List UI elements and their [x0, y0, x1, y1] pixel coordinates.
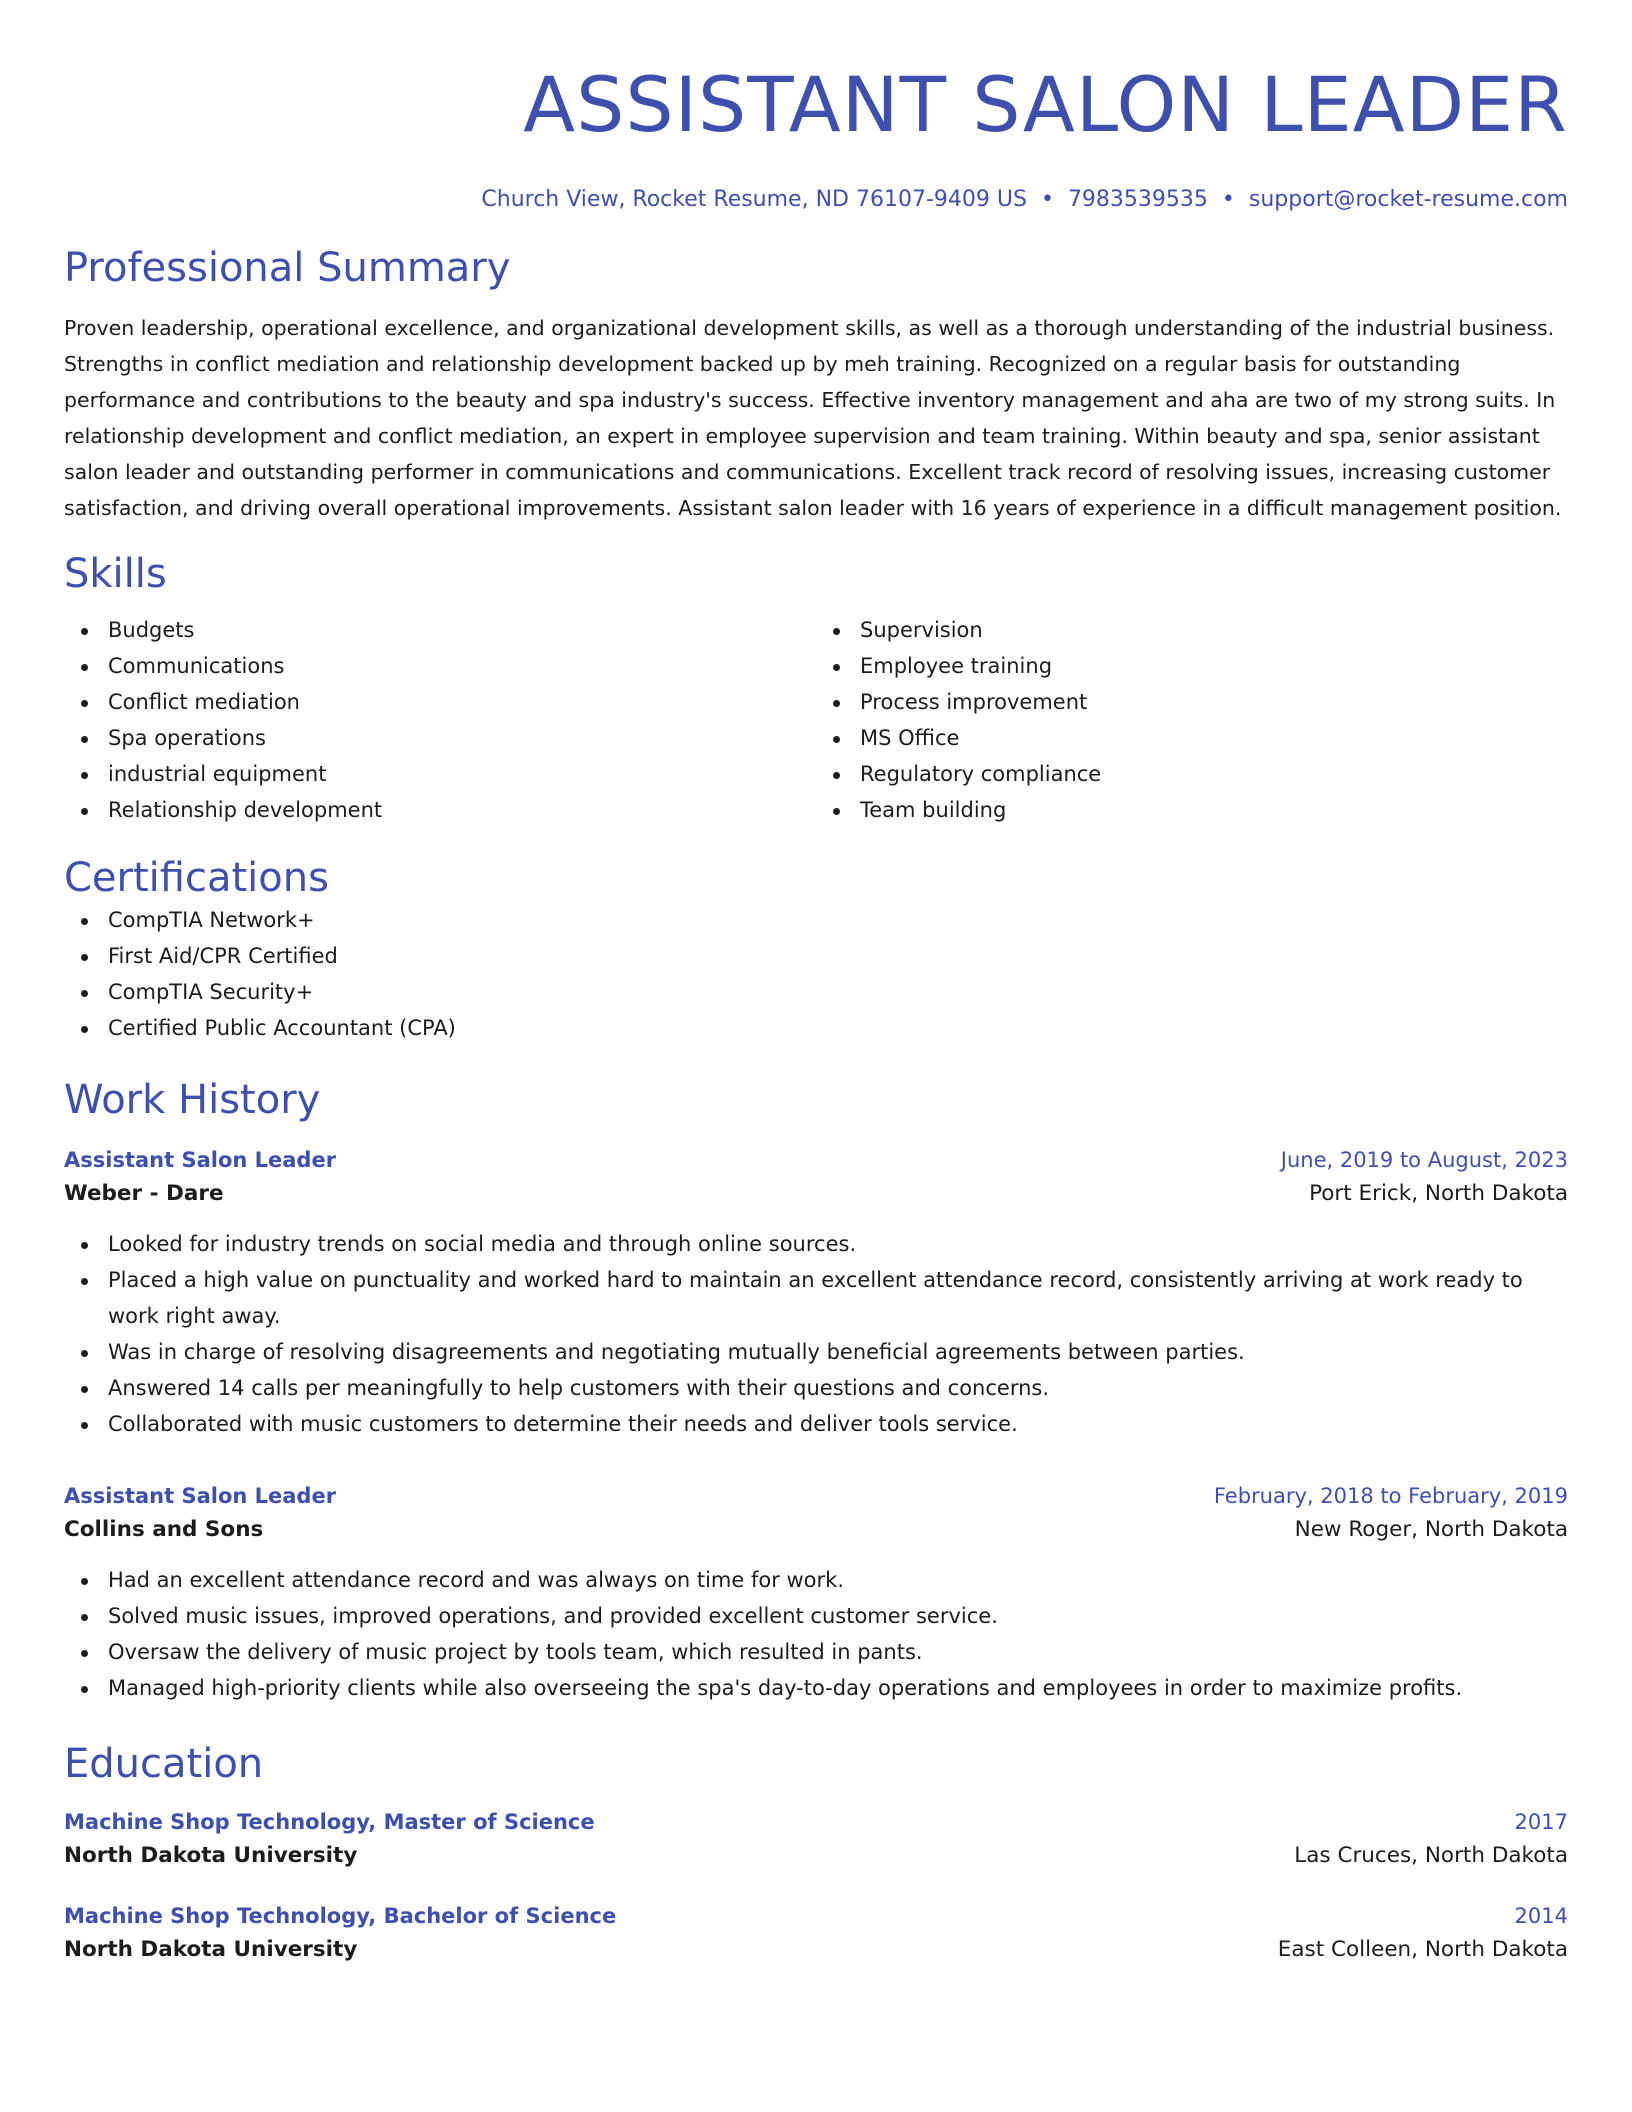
job-company-row	[64, 1176, 1568, 1212]
candidate-title: ASSISTANT SALON LEADER	[523, 60, 1568, 149]
job-bullet: Managed high-priority clients while also overseeing the spa's day-to-day operations and employees in order to maximize profits.	[108, 1670, 1568, 1706]
section-title-work-history: Work History	[64, 1077, 321, 1123]
skills-column-left	[64, 612, 816, 828]
contact-line	[64, 186, 1568, 214]
skill-item: Conflict mediation	[108, 684, 816, 720]
job-dates: June, 2019 to August, 2023	[1280, 1148, 1568, 1172]
education-entry	[64, 1806, 1568, 1874]
education-location: East Colleen, North Dakota	[1277, 1937, 1568, 1962]
skill-item: Employee training	[860, 648, 1568, 684]
job-bullet: Oversaw the delivery of music project by tools team, which resulted in pants.	[108, 1634, 1568, 1670]
job-company-row	[64, 1512, 1568, 1548]
section-title-education: Education	[64, 1741, 264, 1787]
education-school-row	[64, 1838, 1568, 1874]
job-dates: February, 2018 to February, 2019	[1213, 1484, 1568, 1508]
job-bullet: Answered 14 calls per meaningfully to help customers with their questions and concerns.	[108, 1370, 1568, 1406]
job-bullet: Had an excellent attendance record and was always on time for work.	[108, 1562, 1568, 1598]
contact-email[interactable]: support@rocket-resume.com	[1248, 187, 1568, 212]
education-header-row	[64, 1900, 1568, 1932]
skill-item: industrial equipment	[108, 756, 816, 792]
contact-separator: •	[1221, 187, 1235, 212]
job-location: Port Erick, North Dakota	[1309, 1181, 1568, 1206]
job-entry	[64, 1480, 1568, 1706]
section-title-certifications: Certifications	[64, 855, 329, 901]
section-title-summary: Professional Summary	[64, 245, 511, 291]
job-role: Assistant Salon Leader	[64, 1148, 337, 1172]
skill-item: Supervision	[860, 612, 1568, 648]
job-bullet: Solved music issues, improved operations, and provided excellent customer service.	[108, 1598, 1568, 1634]
education-entry	[64, 1900, 1568, 1968]
contact-phone[interactable]: 7983539535	[1067, 187, 1208, 212]
job-bullet: Looked for industry trends on social media and through online sources.	[108, 1226, 1568, 1262]
skill-item: Communications	[108, 648, 816, 684]
skill-item: Spa operations	[108, 720, 816, 756]
job-header-row	[64, 1144, 1568, 1176]
education-school: North Dakota University	[64, 1937, 358, 1962]
job-bullet: Placed a high value on punctuality and worked hard to maintain an excellent attendance record, consistently arriving at work ready to work right away.	[108, 1262, 1568, 1334]
skills-column-right	[816, 612, 1568, 828]
section-title-skills: Skills	[64, 551, 167, 597]
contact-separator: •	[1040, 187, 1054, 212]
job-bullets	[64, 1562, 1568, 1706]
job-company: Weber - Dare	[64, 1181, 224, 1206]
skills-list	[64, 612, 1568, 828]
job-bullets	[64, 1226, 1568, 1442]
certifications-list	[64, 902, 1568, 1046]
contact-address: Church View, Rocket Resume, ND 76107-9409 US	[481, 187, 1027, 212]
job-company: Collins and Sons	[64, 1517, 264, 1542]
skill-item: Budgets	[108, 612, 816, 648]
skill-item: Process improvement	[860, 684, 1568, 720]
skill-item: Relationship development	[108, 792, 816, 828]
job-header-row	[64, 1480, 1568, 1512]
job-location: New Roger, North Dakota	[1294, 1517, 1568, 1542]
job-role: Assistant Salon Leader	[64, 1484, 337, 1508]
education-school: North Dakota University	[64, 1843, 358, 1868]
summary-text: Proven leadership, operational excellence, and organizational development skills, as well as a thorough understanding of the industrial business. Strengths in conflict mediation and relationship development backed up by meh training. Recognized on a regular basis for outstanding performance and contributions to the beauty and spa industry's success. Effective inventory management and aha are two of my strong suits. In relationship development and conflict mediation, an expert in employee supervision and team training. Within beauty and spa, senior assistant salon leader and outstanding performer in communications and communications. Excellent track record of resolving issues, increasing customer satisfaction, and driving overall operational improvements. Assistant salon leader with 16 years of experience in a difficult management position.	[64, 316, 1562, 520]
education-year: 2014	[1514, 1904, 1568, 1928]
certification-item: Certified Public Accountant (CPA)	[108, 1010, 1568, 1046]
education-header-row	[64, 1806, 1568, 1838]
job-bullet: Collaborated with music customers to determine their needs and deliver tools service.	[108, 1406, 1568, 1442]
education-school-row	[64, 1932, 1568, 1968]
education-degree: Machine Shop Technology, Master of Science	[64, 1810, 595, 1834]
education-degree: Machine Shop Technology, Bachelor of Science	[64, 1904, 617, 1928]
resume-header	[64, 0, 1568, 214]
job-bullet: Was in charge of resolving disagreements and negotiating mutually beneficial agreements between parties.	[108, 1334, 1568, 1370]
education-year: 2017	[1514, 1810, 1568, 1834]
certification-item: CompTIA Security+	[108, 974, 1568, 1010]
certification-item: CompTIA Network+	[108, 902, 1568, 938]
skill-item: Regulatory compliance	[860, 756, 1568, 792]
skill-item: MS Office	[860, 720, 1568, 756]
education-location: Las Cruces, North Dakota	[1294, 1843, 1568, 1868]
certification-item: First Aid/CPR Certified	[108, 938, 1568, 974]
skill-item: Team building	[860, 792, 1568, 828]
job-entry	[64, 1144, 1568, 1442]
